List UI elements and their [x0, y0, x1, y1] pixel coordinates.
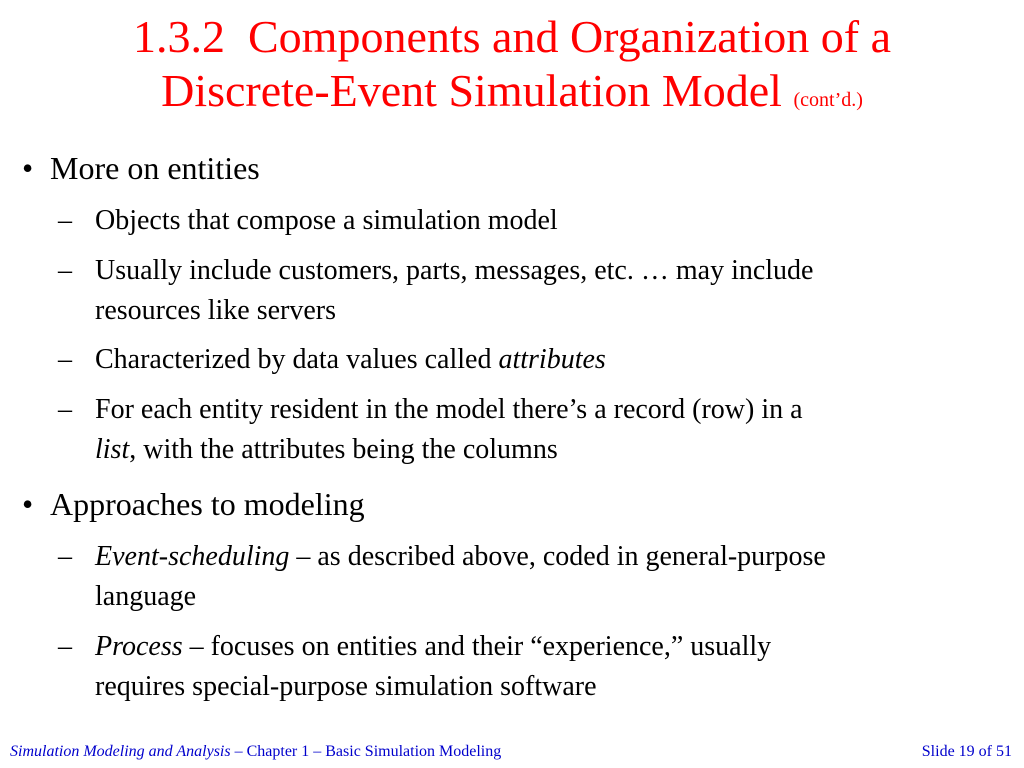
title-line-2-text: Discrete-Event Simulation Model: [161, 65, 782, 116]
dash-marker: –: [58, 205, 72, 236]
sub-bullet-text: For each entity resident in the model there’s a record (row) in a: [95, 394, 803, 425]
list-term: list: [95, 434, 130, 465]
event-scheduling-term: Event-scheduling: [95, 541, 290, 572]
title-contd: (cont’d.): [793, 89, 863, 111]
process-term: Process: [95, 631, 183, 662]
sub-bullet-text-cont: language: [95, 581, 197, 612]
sub-bullet-text-cont: , with the attributes being the columns: [129, 434, 558, 465]
sub-bullet-text: Characterized by data values called: [95, 344, 499, 375]
dash-marker: –: [58, 255, 72, 286]
dash-marker: –: [58, 631, 72, 662]
sub-bullet-text-cont: resources like servers: [95, 295, 337, 326]
dash-marker: –: [58, 541, 72, 572]
dash-marker: –: [58, 394, 72, 425]
slide-number: Slide 19 of 51: [921, 743, 1012, 760]
bullet-text: More on entities: [50, 150, 260, 186]
sub-bullet-text: Usually include customers, parts, messages, etc. … may include: [95, 255, 814, 286]
bullet-marker: •: [22, 150, 34, 186]
sub-bullet-text: – as described above, coded in general-purpose: [289, 541, 826, 572]
dash-marker: –: [58, 344, 72, 375]
sub-bullet-text: Objects that compose a simulation model: [95, 205, 558, 236]
bullet-marker: •: [22, 486, 34, 522]
title-line-1: 1.3.2 Components and Organization of a: [132, 11, 891, 62]
footer-book-title: Simulation Modeling and Analysis: [10, 743, 231, 760]
attributes-term: attributes: [498, 344, 606, 375]
bullet-text: Approaches to modeling: [50, 486, 365, 522]
sub-bullet-text-cont: requires special-purpose simulation software: [95, 671, 597, 702]
sub-bullet-text: – focuses on entities and their “experience,” usually: [182, 631, 772, 662]
footer-chapter: – Chapter 1 – Basic Simulation Modeling: [230, 743, 502, 760]
footer-citation: [10, 742, 501, 762]
